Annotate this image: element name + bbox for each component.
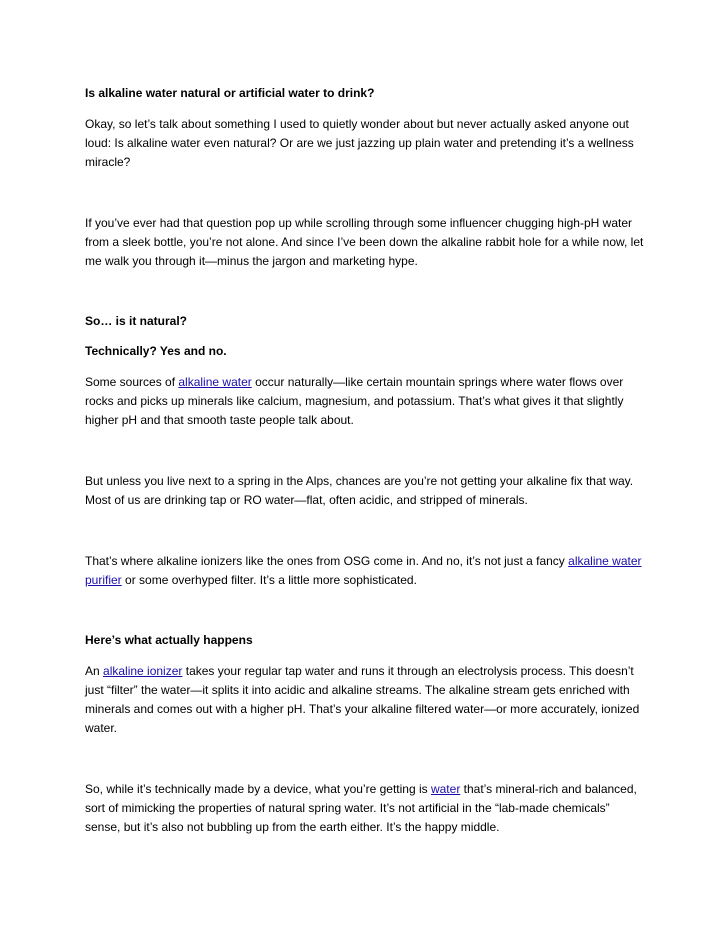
section-heading-what-happens: Here’s what actually happens <box>85 633 253 647</box>
document-body <box>85 85 645 837</box>
alkaline-water-link[interactable]: alkaline water <box>178 375 252 389</box>
paragraph-ionizer-process <box>85 662 645 738</box>
paragraph-natural-sources <box>85 373 645 430</box>
paragraph-happy-middle <box>85 780 645 837</box>
alkaline-water-purifier-link[interactable]: alkaline water purifier <box>85 554 642 587</box>
intro-paragraph-1: Okay, so let’s talk about something I used to quietly wonder about but never actually asked anyone out loud: Is alkaline water even natural? Or are we just jazzing up plain water and pretending it’s a wellness miracle? <box>85 117 634 169</box>
alkaline-ionizer-link[interactable]: alkaline ionizer <box>103 664 183 678</box>
text-run: That’s where alkaline ionizers like the ones from OSG come in. And no, it’s not just a fancy <box>85 554 569 568</box>
text-run: occur naturally—like certain mountain springs where water flows over rocks and picks up minerals like calcium, magnesium, and potassium. That’s what gives it that slightly higher pH and that smooth taste people talk about. <box>85 375 624 427</box>
text-run: takes your regular tap water and runs it through an electrolysis process. This doesn’t just “filter” the water—it splits it into acidic and alkaline streams. The alkaline stream gets enriched with minerals and comes out with a higher pH. That’s your alkaline filtered water—or more accurately, ionized water. <box>85 664 640 735</box>
water-link[interactable]: water <box>430 782 461 796</box>
paragraph-osg-ionizers <box>85 552 645 590</box>
text-run: An <box>85 664 104 678</box>
intro-paragraph-2: If you’ve ever had that question pop up while scrolling through some influencer chugging high-pH water from a sleek bottle, you’re not alone. And since I’ve been down the alkaline rabbit hole for a while now, let me walk you through it—minus the jargon and marketing hype. <box>85 216 644 268</box>
paragraph-alps-spring: But unless you live next to a spring in the Alps, chances are you’re not getting your alkaline fix that way. Most of us are drinking tap or RO water—flat, often acidic, and stripped of minerals. <box>85 474 634 507</box>
section-heading-natural: So… is it natural? <box>85 314 188 328</box>
page-title: Is alkaline water natural or artificial water to drink? <box>85 86 375 100</box>
text-run: So, while it’s technically made by a device, what you’re getting is <box>85 782 431 796</box>
text-run: Some sources of <box>85 375 179 389</box>
text-run: or some overhyped filter. It’s a little more sophisticated. <box>121 573 417 587</box>
section-subheading-yes-no: Technically? Yes and no. <box>85 344 227 358</box>
text-run: that’s mineral-rich and balanced, sort of mimicking the properties of natural spring water. It’s not artificial in the “lab-made chemicals” sense, but it’s also not bubbling up from the earth either. It’s the happy middle. <box>85 782 637 834</box>
